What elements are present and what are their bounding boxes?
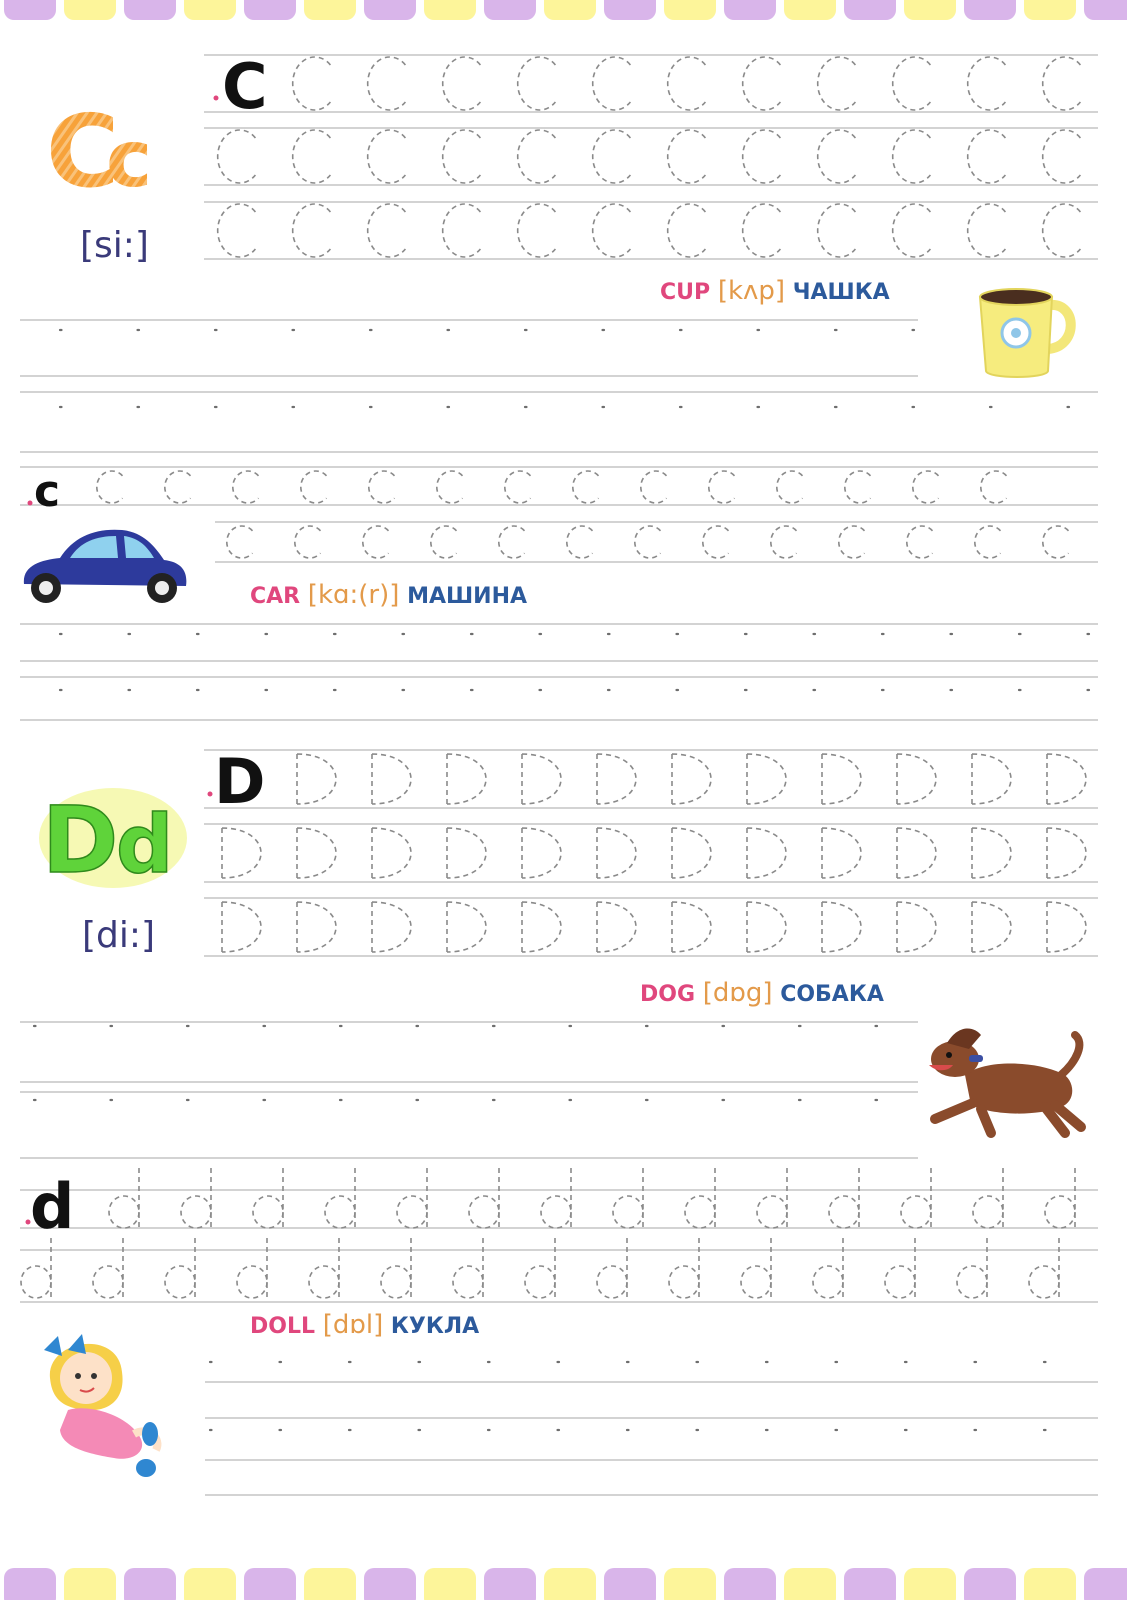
trace-upper-c — [368, 57, 406, 110]
trace-lower-c — [771, 526, 797, 558]
trace-lower-c — [165, 471, 191, 503]
trace-lower-d — [93, 1238, 123, 1298]
trace-lower-c — [431, 526, 457, 558]
trace-lower-c — [363, 526, 389, 558]
trace-upper-d — [447, 754, 486, 804]
trace-upper-d — [522, 828, 561, 878]
trace-lower-c — [233, 471, 259, 503]
trace-upper-c — [668, 204, 706, 257]
word-car-transcription: [kɑ:(r)] — [307, 580, 400, 610]
trace-lower-c — [777, 471, 803, 503]
trace-lower-d — [453, 1238, 483, 1298]
trace-upper-d — [597, 902, 636, 952]
trace-upper-c — [518, 130, 556, 183]
word-car-russian: МАШИНА — [407, 584, 528, 609]
word-car — [250, 580, 527, 610]
model-upper-c: C — [222, 50, 268, 123]
trace-upper-c — [1043, 130, 1081, 183]
trace-lower-c — [907, 526, 933, 558]
trace-lower-c — [981, 471, 1007, 503]
letter-c-display-upper: C — [46, 102, 120, 197]
trace-upper-d — [522, 754, 561, 804]
trace-upper-d — [297, 828, 336, 878]
word-dog-english: DOG — [640, 982, 696, 1007]
trace-lower-d — [1045, 1168, 1075, 1228]
trace-lower-c — [97, 471, 123, 503]
trace-upper-d — [672, 902, 711, 952]
trace-upper-d — [972, 828, 1011, 878]
trace-lower-c — [499, 526, 525, 558]
trace-lower-d — [597, 1238, 627, 1298]
trace-lower-d — [21, 1238, 51, 1298]
trace-lower-c — [369, 471, 395, 503]
trace-lower-d — [309, 1238, 339, 1298]
trace-upper-c — [968, 57, 1006, 110]
trace-lower-d — [685, 1168, 715, 1228]
trace-upper-c — [293, 57, 331, 110]
letter-c-display — [44, 102, 174, 197]
trace-upper-c — [893, 130, 931, 183]
word-doll-english: DOLL — [250, 1314, 316, 1339]
trace-lower-c — [295, 526, 321, 558]
trace-upper-d — [672, 828, 711, 878]
word-doll — [250, 1310, 479, 1340]
trace-lower-c — [437, 471, 463, 503]
letter-d-phonetic: [di:] — [82, 915, 156, 956]
trace-upper-d — [897, 828, 936, 878]
trace-upper-c — [218, 204, 256, 257]
trace-lower-c — [703, 526, 729, 558]
trace-lower-d — [525, 1238, 555, 1298]
trace-lower-c — [635, 526, 661, 558]
letter-d-display — [38, 780, 188, 890]
trace-upper-d — [972, 754, 1011, 804]
letter-c-display-lower: c — [106, 115, 153, 197]
trace-lower-d — [325, 1168, 355, 1228]
word-car-english: CAR — [250, 584, 301, 609]
trace-upper-d — [897, 902, 936, 952]
trace-upper-d — [372, 902, 411, 952]
trace-upper-c — [368, 130, 406, 183]
trace-upper-d — [972, 902, 1011, 952]
trace-lower-c — [641, 471, 667, 503]
trace-upper-c — [218, 130, 256, 183]
trace-upper-c — [668, 130, 706, 183]
trace-lower-c — [573, 471, 599, 503]
car-icon — [18, 522, 190, 608]
trace-upper-c — [893, 204, 931, 257]
trace-upper-c — [593, 57, 631, 110]
trace-upper-c — [518, 204, 556, 257]
trace-upper-d — [372, 828, 411, 878]
trace-lower-d — [541, 1168, 571, 1228]
trace-lower-c — [975, 526, 1001, 558]
trace-upper-d — [897, 754, 936, 804]
letter-d-display-upper: D — [42, 787, 119, 890]
trace-upper-c — [743, 57, 781, 110]
trace-upper-c — [593, 130, 631, 183]
trace-lower-c — [709, 471, 735, 503]
trace-upper-c — [593, 204, 631, 257]
letter-d-display-lower: d — [116, 798, 174, 890]
trace-upper-d — [822, 754, 861, 804]
trace-upper-d — [747, 828, 786, 878]
trace-lower-d — [957, 1238, 987, 1298]
trace-lower-d — [253, 1168, 283, 1228]
trace-upper-c — [743, 130, 781, 183]
trace-upper-c — [443, 204, 481, 257]
trace-upper-c — [368, 204, 406, 257]
trace-lower-d — [165, 1238, 195, 1298]
word-cup-transcription: [kʌp] — [717, 276, 786, 306]
trace-upper-d — [597, 828, 636, 878]
trace-upper-d — [597, 754, 636, 804]
word-doll-russian: КУКЛА — [390, 1314, 480, 1339]
trace-lower-d — [1029, 1238, 1059, 1298]
letter-c-phonetic: [si:] — [80, 225, 149, 266]
trace-upper-c — [1043, 57, 1081, 110]
trace-lower-d — [669, 1238, 699, 1298]
trace-upper-d — [1047, 754, 1086, 804]
model-lower-c: c — [34, 466, 61, 517]
trace-lower-d — [757, 1168, 787, 1228]
doll-icon — [38, 1330, 178, 1485]
trace-upper-c — [818, 57, 856, 110]
dog-icon — [925, 1015, 1100, 1140]
trace-lower-c — [1043, 526, 1069, 558]
trace-upper-c — [893, 57, 931, 110]
trace-upper-d — [822, 902, 861, 952]
trace-lower-d — [973, 1168, 1003, 1228]
trace-upper-c — [668, 57, 706, 110]
trace-upper-c — [968, 204, 1006, 257]
cup-icon — [970, 275, 1080, 385]
trace-upper-c — [293, 130, 331, 183]
trace-lower-c — [301, 471, 327, 503]
trace-lower-d — [469, 1168, 499, 1228]
trace-upper-d — [822, 828, 861, 878]
word-doll-transcription: [dɒl] — [322, 1310, 384, 1340]
word-dog — [640, 978, 884, 1008]
trace-upper-d — [1047, 902, 1086, 952]
trace-lower-c — [845, 471, 871, 503]
trace-upper-c — [293, 204, 331, 257]
word-cup — [660, 276, 890, 306]
trace-lower-d — [901, 1168, 931, 1228]
trace-upper-d — [747, 754, 786, 804]
trace-upper-d — [222, 902, 261, 952]
trace-lower-d — [397, 1168, 427, 1228]
trace-upper-d — [447, 902, 486, 952]
trace-lower-d — [829, 1168, 859, 1228]
trace-upper-c — [443, 130, 481, 183]
trace-upper-d — [522, 902, 561, 952]
trace-lower-d — [885, 1238, 915, 1298]
trace-lower-d — [181, 1168, 211, 1228]
trace-upper-c — [743, 204, 781, 257]
word-cup-english: CUP — [660, 280, 711, 305]
trace-upper-d — [297, 754, 336, 804]
trace-upper-d — [447, 828, 486, 878]
trace-lower-c — [913, 471, 939, 503]
word-dog-russian: СОБАКА — [780, 982, 884, 1007]
trace-upper-c — [1043, 204, 1081, 257]
trace-lower-d — [109, 1168, 139, 1228]
model-upper-d: D — [214, 745, 266, 818]
trace-upper-c — [518, 57, 556, 110]
trace-lower-d — [613, 1168, 643, 1228]
trace-upper-d — [297, 902, 336, 952]
trace-upper-d — [672, 754, 711, 804]
trace-lower-d — [813, 1238, 843, 1298]
trace-lower-d — [381, 1238, 411, 1298]
trace-lower-c — [839, 526, 865, 558]
trace-upper-d — [1047, 828, 1086, 878]
model-lower-d: d — [30, 1170, 75, 1243]
trace-lower-c — [567, 526, 593, 558]
trace-upper-c — [818, 130, 856, 183]
trace-upper-c — [443, 57, 481, 110]
trace-upper-c — [818, 204, 856, 257]
trace-lower-d — [237, 1238, 267, 1298]
trace-lower-d — [741, 1238, 771, 1298]
trace-lower-c — [505, 471, 531, 503]
word-dog-transcription: [dɒg] — [702, 978, 773, 1008]
trace-upper-c — [968, 130, 1006, 183]
trace-upper-d — [747, 902, 786, 952]
word-cup-russian: ЧАШКА — [792, 280, 890, 305]
trace-upper-d — [372, 754, 411, 804]
trace-upper-d — [222, 828, 261, 878]
trace-lower-c — [227, 526, 253, 558]
